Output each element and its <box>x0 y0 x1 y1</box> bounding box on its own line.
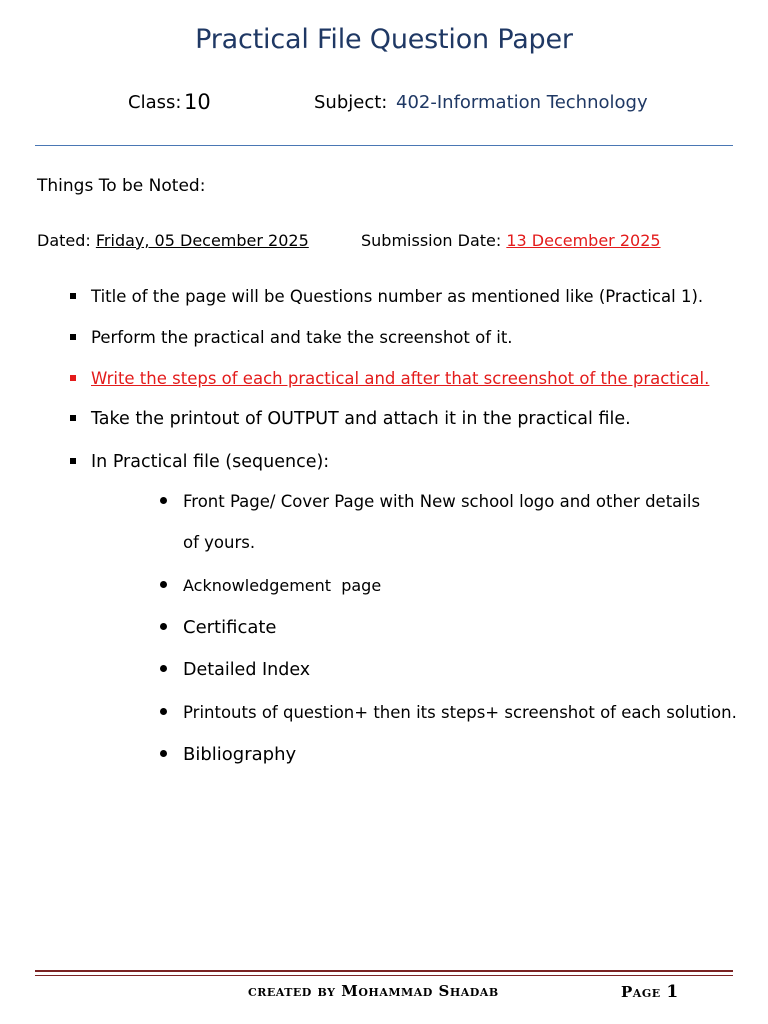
footer-credit <box>248 982 499 1000</box>
submission-value: 13 December 2025 <box>506 231 661 250</box>
footer-divider-thin <box>35 975 733 976</box>
list-item <box>70 328 513 347</box>
round-bullet-icon <box>160 665 167 672</box>
submission-line <box>361 231 661 250</box>
instruction-text: In Practical file (sequence): <box>91 452 330 472</box>
sequence-text: Bibliography <box>183 744 297 765</box>
list-item <box>70 287 703 306</box>
page-title: Practical File Question Paper <box>195 24 573 55</box>
page-label: Page <box>621 983 661 1001</box>
sequence-item <box>160 744 296 765</box>
footer-divider <box>35 970 733 972</box>
sequence-item <box>160 660 310 680</box>
instruction-text: Write the steps of each practical and after that screenshot of the practical. <box>91 369 710 388</box>
page-number <box>621 982 679 1002</box>
class-value: 10 <box>184 90 211 114</box>
subject-label: Subject: <box>314 92 388 113</box>
round-bullet-icon <box>160 750 167 757</box>
sequence-text: Acknowledgement page <box>183 576 382 595</box>
created-by-label: created by <box>248 982 336 1000</box>
sequence-text: Detailed Index <box>183 660 311 680</box>
subject-value: 402-Information Technology <box>396 92 648 113</box>
round-bullet-icon <box>160 623 167 630</box>
sequence-item <box>160 617 277 638</box>
round-bullet-icon <box>160 708 167 715</box>
header-divider <box>35 145 733 146</box>
dated-value: Friday, 05 December 2025 <box>95 231 309 250</box>
sequence-text: Front Page/ Cover Page with New school logo and other details of yours. <box>183 492 701 552</box>
submission-label: Submission Date: <box>361 231 502 250</box>
square-bullet-icon <box>70 458 76 464</box>
list-item <box>70 452 329 472</box>
square-bullet-icon <box>70 334 76 340</box>
page-number-value: 1 <box>666 982 679 1002</box>
square-bullet-icon <box>70 375 76 381</box>
instruction-text: Title of the page will be Questions number as mentioned like (Practical 1). <box>91 287 704 306</box>
square-bullet-icon <box>70 293 76 299</box>
class-label: Class: <box>128 92 182 113</box>
round-bullet-icon <box>160 581 167 588</box>
list-item <box>70 369 709 388</box>
sequence-text: Printouts of question+ then its steps+ screenshot of each solution. <box>183 703 737 722</box>
list-item <box>70 409 631 429</box>
instruction-text: Take the printout of OUTPUT and attach it in the practical file. <box>91 409 631 429</box>
sequence-item <box>160 576 381 595</box>
instruction-text: Perform the practical and take the screenshot of it. <box>91 328 513 347</box>
square-bullet-icon <box>70 415 76 421</box>
notes-heading: Things To be Noted: <box>37 176 206 196</box>
author-name: Mohammad Shadab <box>341 982 499 1000</box>
dated-line <box>37 231 309 250</box>
sequence-text: Certificate <box>183 617 277 638</box>
round-bullet-icon <box>160 497 167 504</box>
sequence-item <box>160 481 720 563</box>
dated-label: Dated: <box>37 231 91 250</box>
sequence-item <box>160 703 737 722</box>
